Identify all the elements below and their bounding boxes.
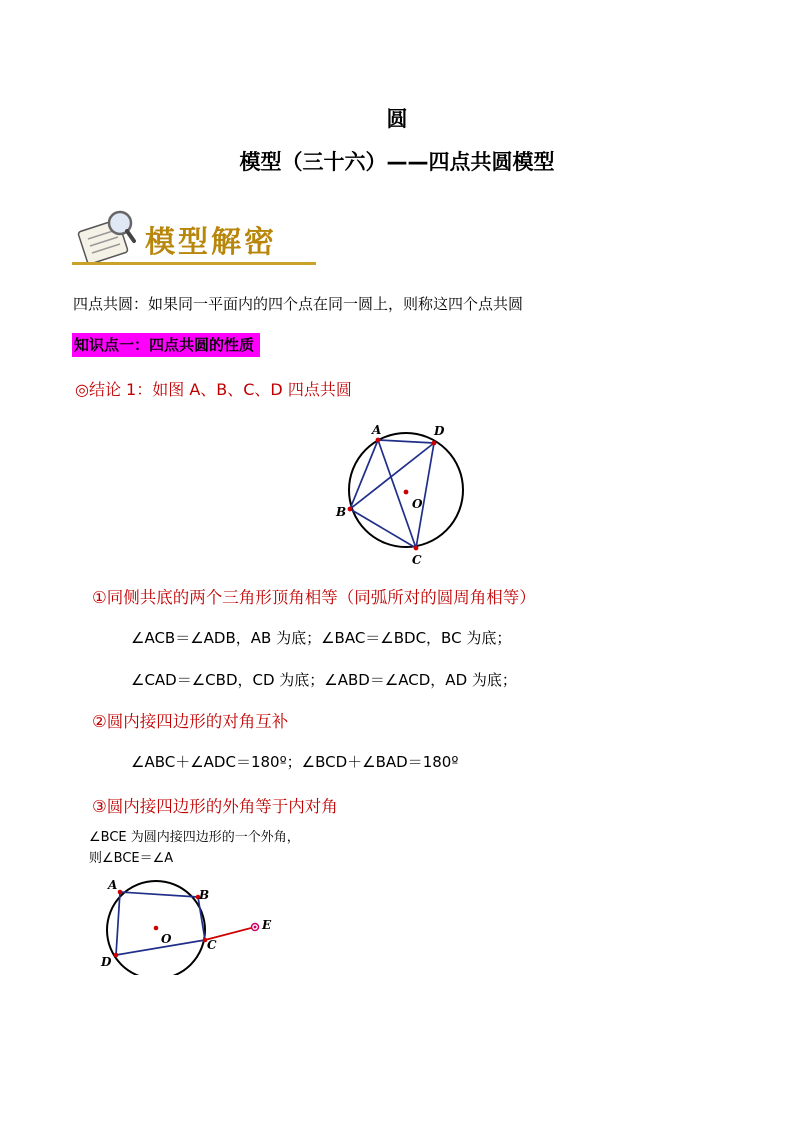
label-b: B bbox=[199, 888, 210, 902]
property3-heading: ③圆内接四边形的外角等于内对角 bbox=[92, 797, 338, 816]
banner-label: 模型解密 bbox=[145, 225, 277, 260]
label-c: C bbox=[412, 553, 422, 567]
figure-cyclic-quadrilateral bbox=[330, 420, 480, 570]
banner-divider bbox=[72, 262, 316, 265]
label-a: A bbox=[108, 878, 118, 892]
label-a: A bbox=[372, 423, 382, 437]
knowledge-point-heading: 知识点一：四点共圆的性质 bbox=[72, 333, 260, 357]
definition-text: 四点共圆：如果同一平面内的四个点在同一圆上，则称这四个点共圆 bbox=[73, 295, 524, 313]
chords bbox=[350, 440, 434, 548]
label-b: B bbox=[336, 505, 347, 519]
label-o: O bbox=[161, 932, 172, 946]
conclusion-heading: ◎结论 1：如图 A、B、C、D 四点共圆 bbox=[75, 380, 352, 399]
figure-exterior-angle bbox=[95, 875, 285, 975]
property3-note1: ∠BCE 为圆内接四边形的一个外角， bbox=[89, 830, 300, 845]
property2-line1: ∠ABC＋∠ADC＝180º；∠BCD＋∠BAD＝180º bbox=[131, 753, 459, 771]
label-e: E bbox=[262, 918, 272, 932]
page-subtitle: 模型（三十六）——四点共圆模型 bbox=[239, 150, 555, 174]
property2-heading: ②圆内接四边形的对角互补 bbox=[92, 712, 289, 731]
notepad-magnifier-icon bbox=[78, 212, 134, 265]
label-o: O bbox=[412, 497, 423, 511]
label-c: C bbox=[207, 938, 217, 952]
property3-note2: 则∠BCE＝∠A bbox=[89, 851, 174, 866]
property1-line2: ∠CAD＝∠CBD，CD 为底；∠ABD＝∠ACD，AD 为底； bbox=[131, 671, 517, 689]
property1-line1: ∠ACB＝∠ADB，AB 为底；∠BAC＝∠BDC，BC 为底； bbox=[131, 629, 512, 647]
label-d: D bbox=[434, 424, 445, 438]
label-d: D bbox=[101, 955, 112, 969]
property1-heading: ①同侧共底的两个三角形顶角相等（同弧所对的圆周角相等） bbox=[92, 588, 536, 607]
page-title: 圆 bbox=[386, 107, 408, 131]
